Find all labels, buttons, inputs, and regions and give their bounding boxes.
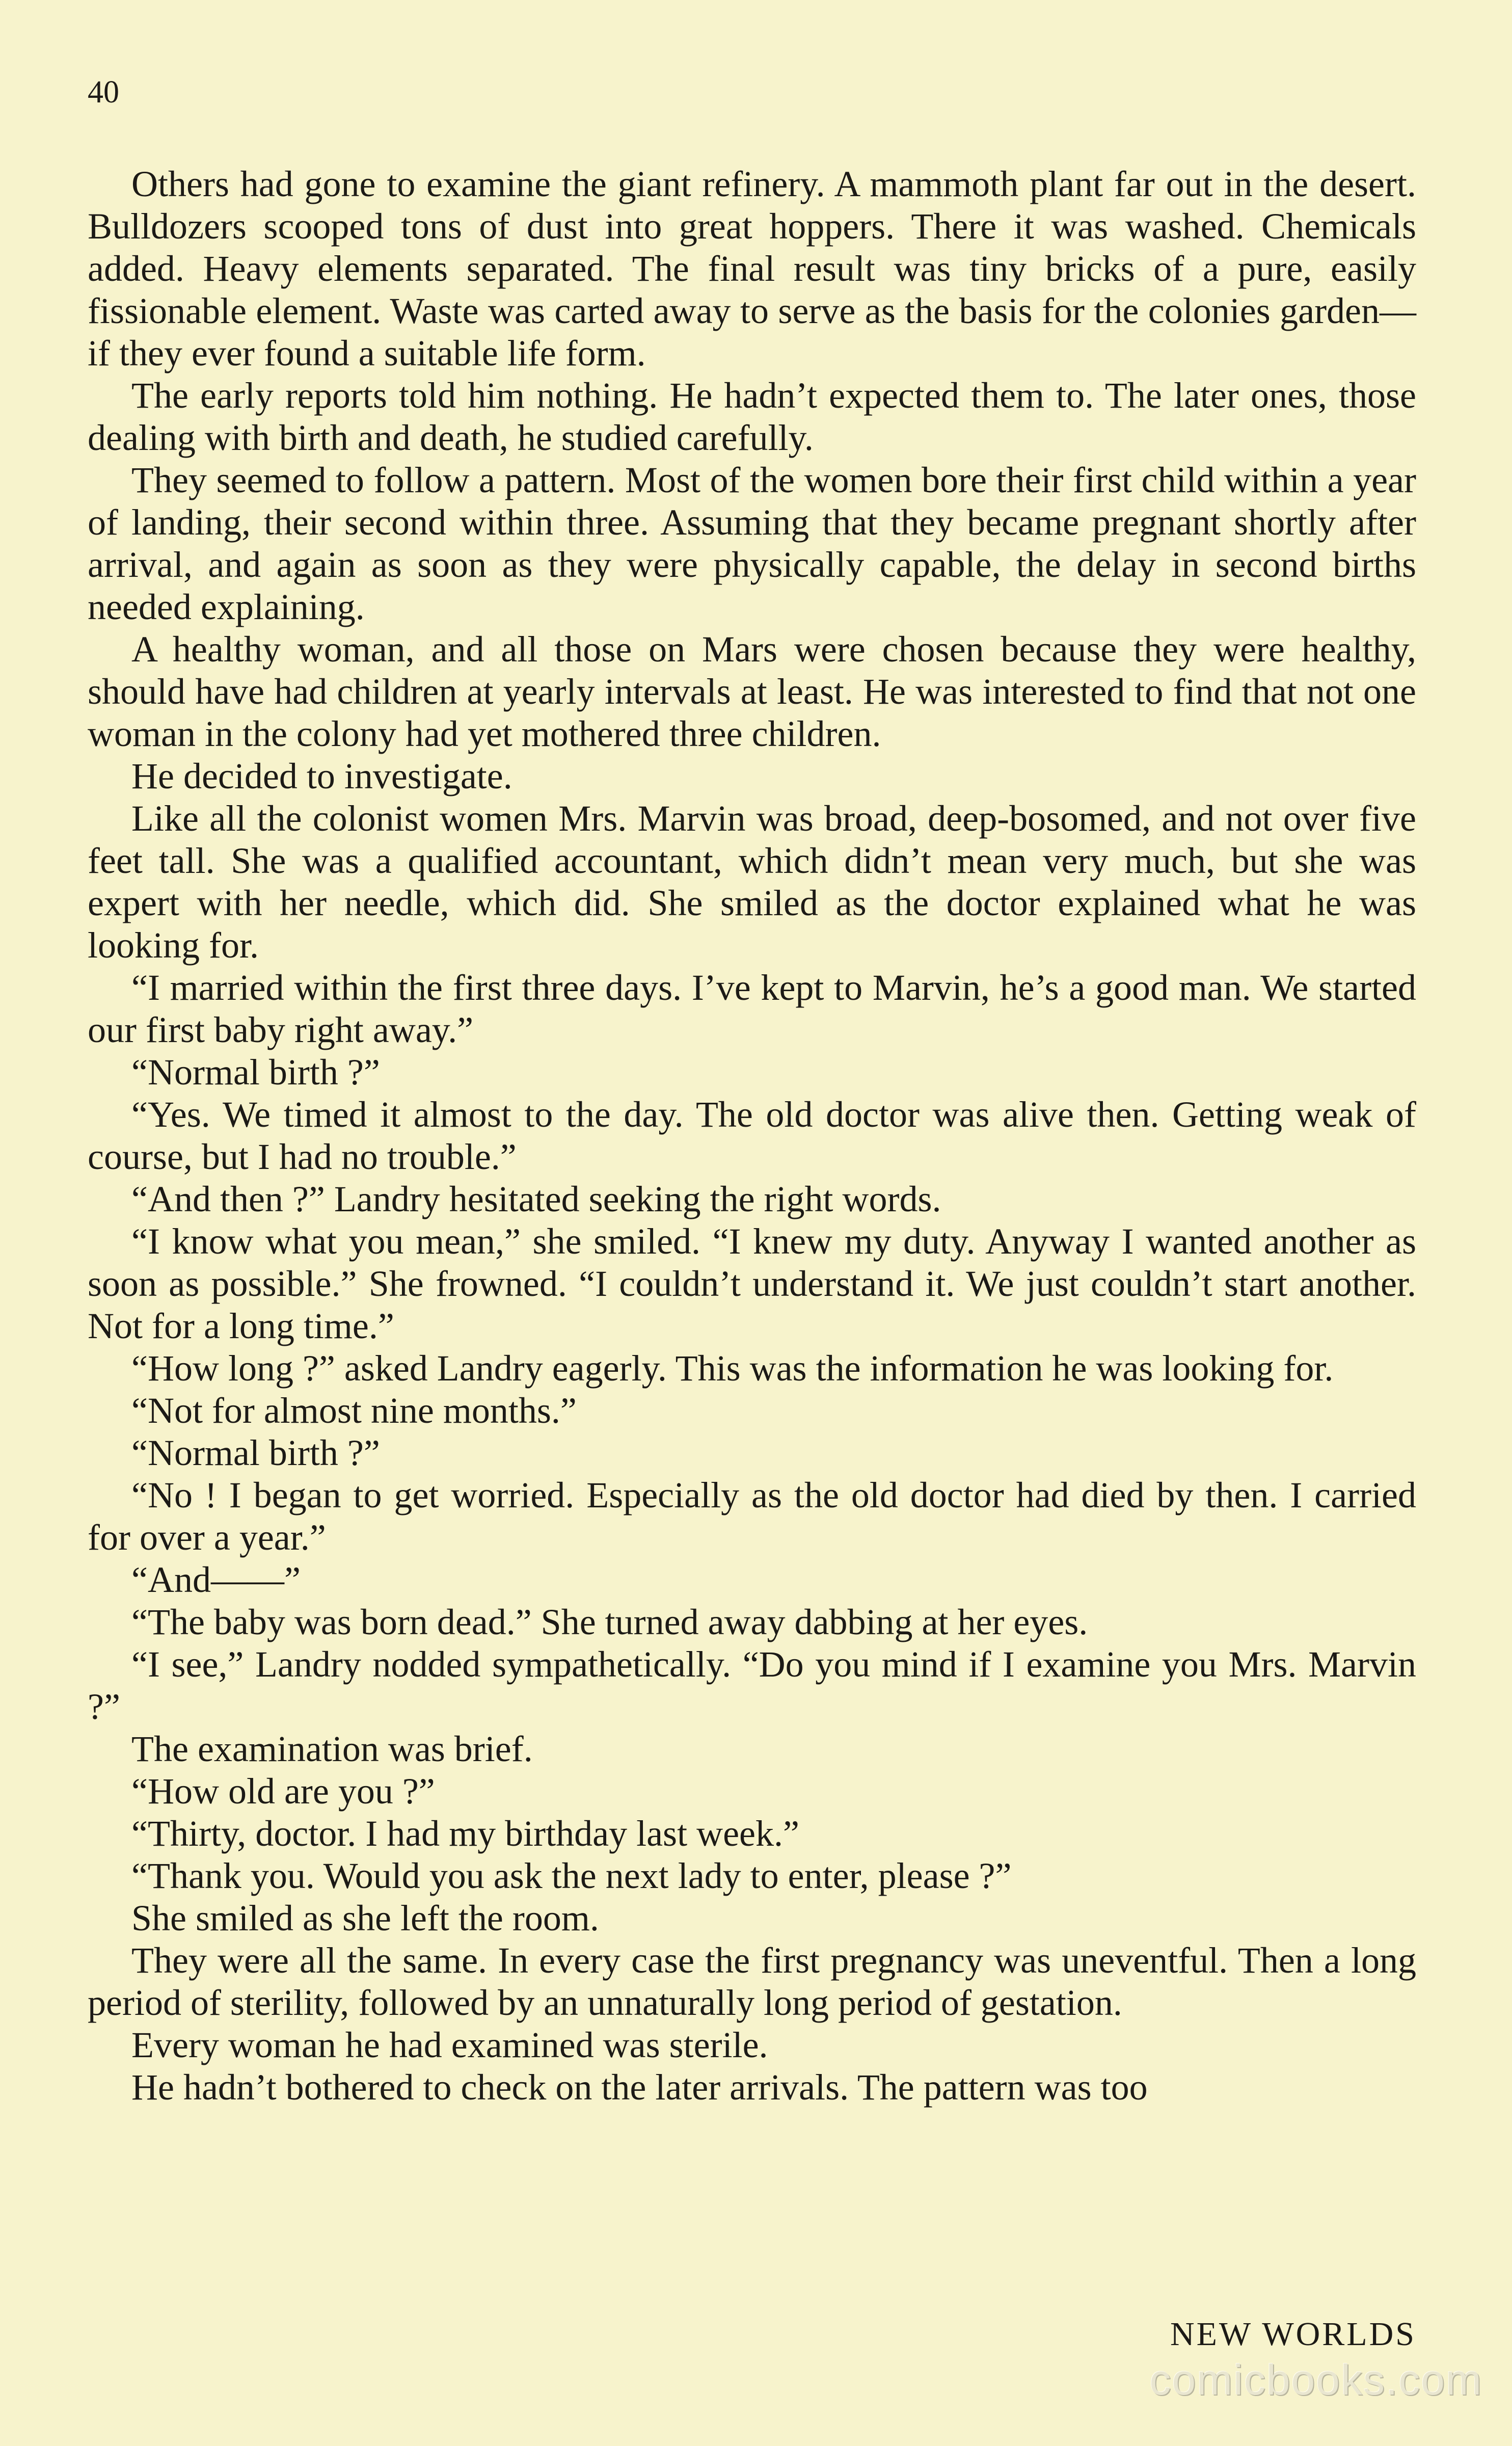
paragraph: “And——”	[131, 1559, 301, 1600]
paragraph: “Yes. We timed it almost to the day. The old doctor was alive then. Getting weak of course, but I had no trouble.”	[88, 1094, 1416, 1177]
paragraph: “The baby was born dead.” She turned away dabbing at her eyes.	[131, 1602, 1088, 1642]
paragraph: “I know what you mean,” she smiled. “I knew my duty. Anyway I wanted another as soon as possible.” She frowned. “I couldn’t understand it. We just couldn’t start another. Not for a long time.”	[88, 1221, 1416, 1346]
paragraph: “I married within the first three days. I’ve kept to Marvin, he’s a good man. We started our first baby right away.”	[88, 967, 1416, 1050]
paragraph: “How old are you ?”	[131, 1771, 435, 1812]
paragraph: Like all the colonist women Mrs. Marvin was broad, deep-bosomed, and not over five feet tall. She was a qualified accountant, which didn’t mean very much, but she was expert with her needle, which did. She smiled as the doctor explained what he was looking for.	[88, 798, 1416, 966]
paragraph: “How long ?” asked Landry eagerly. This was the information he was looking for.	[131, 1348, 1334, 1389]
paragraph: A healthy woman, and all those on Mars were chosen because they were healthy, should have had children at yearly intervals at least. He was interested to find that not one woman in the colony had yet mothered three children.	[88, 629, 1416, 754]
paragraph: The examination was brief.	[131, 1729, 533, 1769]
paragraph: “I see,” Landry nodded sympathetically. “Do you mind if I examine you Mrs. Marvin ?”	[88, 1644, 1416, 1727]
magazine-title-footer: NEW WORLDS	[1170, 2316, 1416, 2353]
paragraph: “Normal birth ?”	[131, 1052, 380, 1093]
paragraph: The early reports told him nothing. He hadn’t expected them to. The later ones, those dealing with birth and death, he studied carefully.	[88, 375, 1416, 458]
paragraph: She smiled as she left the room.	[131, 1898, 599, 1938]
paragraph: He decided to investigate.	[131, 756, 512, 796]
paragraph: He hadn’t bothered to check on the later arrivals. The pattern was too	[131, 2067, 1148, 2108]
paragraph: “No ! I began to get worried. Especially as the old doctor had died by then. I carried for over a year.”	[88, 1475, 1416, 1558]
page-number: 40	[88, 75, 119, 110]
paragraph: “Thirty, doctor. I had my birthday last week.”	[131, 1813, 799, 1854]
watermark: comicbooks.com	[1149, 2356, 1482, 2404]
paragraph: “Not for almost nine months.”	[131, 1390, 577, 1431]
paragraph: “Normal birth ?”	[131, 1432, 380, 1473]
paragraph: Others had gone to examine the giant refinery. A mammoth plant far out in the desert. Bulldozers scooped tons of dust into great hoppers. There it was washed. Chemicals added. Heavy elements separated. The final result was tiny bricks of a pure, easily fissionable element. Waste was carted away to serve as the basis for the colonies garden—if they ever found a suitable life form.	[88, 164, 1416, 374]
paragraph: They seemed to follow a pattern. Most of the women bore their first child within a year of landing, their second within three. Assuming that they became pregnant shortly after arrival, and again as soon as they were physically capable, the delay in second births needed explaining.	[88, 460, 1416, 627]
paragraph: “Thank you. Would you ask the next lady to enter, please ?”	[131, 1855, 1012, 1896]
paragraph: They were all the same. In every case the first pregnancy was uneventful. Then a long period of sterility, followed by an unnaturally long period of gestation.	[88, 1940, 1416, 2023]
paragraph: “And then ?” Landry hesitated seeking the right words.	[131, 1179, 941, 1219]
story-text	[88, 163, 1416, 2109]
paragraph: Every woman he had examined was sterile.	[131, 2025, 768, 2065]
